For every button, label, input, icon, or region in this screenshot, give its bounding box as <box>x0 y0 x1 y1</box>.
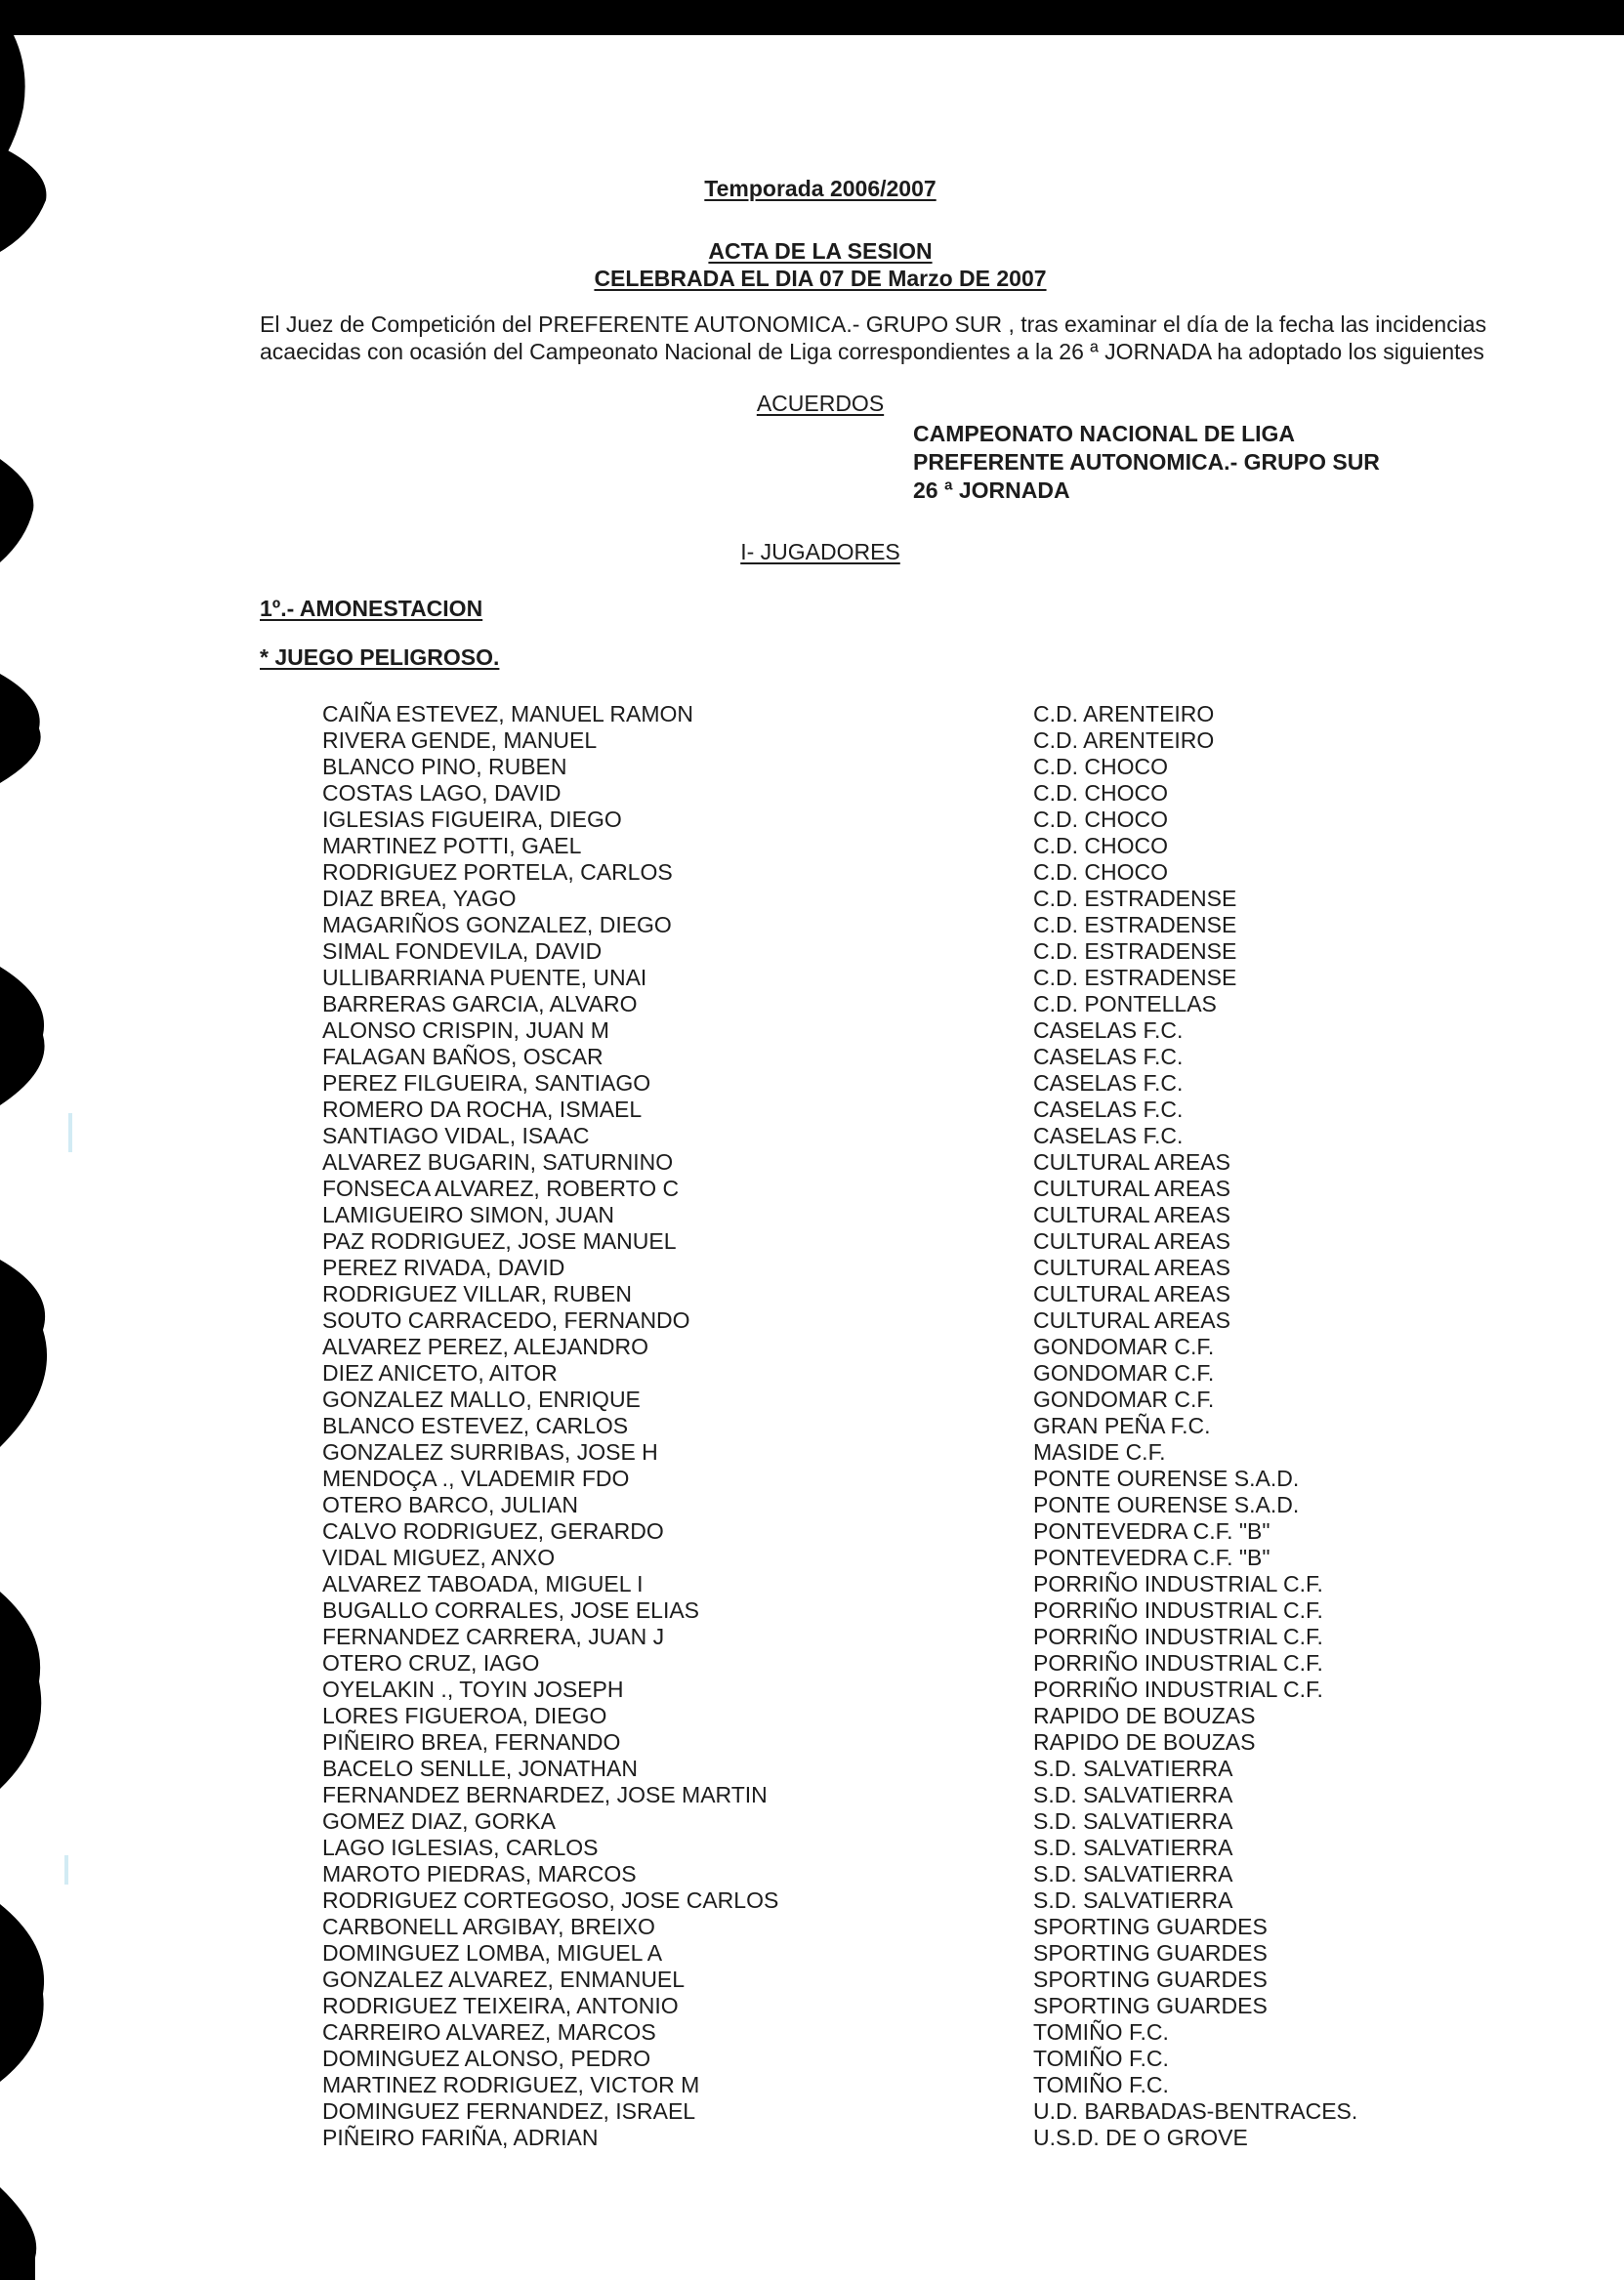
player-name: MENDOÇA ., VLADEMIR FDO <box>322 1466 630 1491</box>
player-club: TOMIÑO F.C. <box>1033 2019 1169 2045</box>
player-club: U.D. BARBADAS-BENTRACES. <box>1033 2098 1358 2124</box>
player-row <box>322 1439 1504 1466</box>
player-club: S.D. SALVATIERRA <box>1033 1887 1233 1913</box>
player-row <box>322 754 1504 780</box>
player-club: CASELAS F.C. <box>1033 1044 1184 1069</box>
player-row <box>322 912 1504 938</box>
player-club: C.D. CHOCO <box>1033 807 1168 832</box>
player-name: FERNANDEZ CARRERA, JUAN J <box>322 1624 665 1649</box>
player-club: C.D. ARENTEIRO <box>1033 727 1215 753</box>
player-name: COSTAS LAGO, DAVID <box>322 780 562 806</box>
player-club: C.D. PONTELLAS <box>1033 991 1217 1016</box>
player-club: PORRIÑO INDUSTRIAL C.F. <box>1033 1677 1323 1702</box>
player-club: C.D. CHOCO <box>1033 780 1168 806</box>
player-name: MAROTO PIEDRAS, MARCOS <box>322 1861 637 1886</box>
player-row <box>322 1281 1504 1307</box>
player-club: PONTEVEDRA C.F. "B" <box>1033 1518 1270 1544</box>
player-name: ROMERO DA ROCHA, ISMAEL <box>322 1097 643 1122</box>
player-row <box>322 807 1504 833</box>
player-row <box>322 1967 1504 1993</box>
player-row <box>322 1492 1504 1518</box>
player-name: RODRIGUEZ VILLAR, RUBEN <box>322 1281 632 1306</box>
player-name: MAGARIÑOS GONZALEZ, DIEGO <box>322 912 672 937</box>
player-row <box>322 780 1504 807</box>
player-name: SIMAL FONDEVILA, DAVID <box>322 938 603 964</box>
scan-artifacts-left <box>0 0 88 2280</box>
player-row <box>322 1677 1504 1703</box>
player-row <box>322 1413 1504 1439</box>
competition-block <box>913 420 1380 505</box>
player-club: C.D. ESTRADENSE <box>1033 938 1237 964</box>
player-name: BARRERAS GARCIA, ALVARO <box>322 991 638 1016</box>
player-name: RODRIGUEZ TEIXEIRA, ANTONIO <box>322 1993 679 2018</box>
player-name: PIÑEIRO BREA, FERNANDO <box>322 1729 621 1755</box>
player-row <box>322 2125 1504 2151</box>
player-club: CASELAS F.C. <box>1033 1017 1184 1043</box>
player-name: MARTINEZ RODRIGUEZ, VICTOR M <box>322 2072 700 2097</box>
player-club: S.D. SALVATIERRA <box>1033 1835 1233 1860</box>
player-club: CULTURAL AREAS <box>1033 1307 1230 1333</box>
player-name: BUGALLO CORRALES, JOSE ELIAS <box>322 1597 700 1623</box>
player-club: MASIDE C.F. <box>1033 1439 1166 1465</box>
player-name: DOMINGUEZ LOMBA, MIGUEL A <box>322 1940 663 1966</box>
player-row <box>322 1940 1504 1967</box>
player-row <box>322 1202 1504 1228</box>
player-name: BLANCO ESTEVEZ, CARLOS <box>322 1413 629 1438</box>
player-row <box>322 1729 1504 1756</box>
player-club: C.D. CHOCO <box>1033 754 1168 779</box>
player-row <box>322 1518 1504 1545</box>
player-name: OTERO CRUZ, IAGO <box>322 1650 540 1676</box>
player-name: LORES FIGUEROA, DIEGO <box>322 1703 607 1728</box>
section-jugadores: I- JUGADORES <box>740 539 900 564</box>
player-name: RIVERA GENDE, MANUEL <box>322 727 598 753</box>
player-name: LAGO IGLESIAS, CARLOS <box>322 1835 599 1860</box>
competition-line-2: PREFERENTE AUTONOMICA.- GRUPO SUR <box>913 449 1380 475</box>
player-name: MARTINEZ POTTI, GAEL <box>322 833 582 858</box>
player-name: RODRIGUEZ CORTEGOSO, JOSE CARLOS <box>322 1887 779 1913</box>
player-name: FALAGAN BAÑOS, OSCAR <box>322 1044 604 1069</box>
player-club: S.D. SALVATIERRA <box>1033 1756 1233 1781</box>
player-club: PONTEVEDRA C.F. "B" <box>1033 1545 1270 1570</box>
player-name: GONZALEZ SURRIBAS, JOSE H <box>322 1439 658 1465</box>
competition-line-1: CAMPEONATO NACIONAL DE LIGA <box>913 421 1296 446</box>
subsection-amonestacion: 1º.- AMONESTACION <box>260 596 483 621</box>
player-club: PORRIÑO INDUSTRIAL C.F. <box>1033 1650 1323 1676</box>
player-name: GONZALEZ MALLO, ENRIQUE <box>322 1387 641 1412</box>
player-club: SPORTING GUARDES <box>1033 1993 1268 2018</box>
player-name: ALVAREZ BUGARIN, SATURNINO <box>322 1149 674 1175</box>
player-row <box>322 833 1504 859</box>
player-name: OTERO BARCO, JULIAN <box>322 1492 578 1517</box>
player-row <box>322 991 1504 1017</box>
player-name: SANTIAGO VIDAL, ISAAC <box>322 1123 590 1148</box>
player-name: GOMEZ DIAZ, GORKA <box>322 1808 556 1834</box>
player-row <box>322 1097 1504 1123</box>
player-club: CULTURAL AREAS <box>1033 1202 1230 1227</box>
player-row <box>322 1545 1504 1571</box>
scan-edge-top <box>0 0 1624 35</box>
player-club: PONTE OURENSE S.A.D. <box>1033 1492 1300 1517</box>
player-row <box>322 1703 1504 1729</box>
player-name: PEREZ FILGUEIRA, SANTIAGO <box>322 1070 651 1096</box>
player-club: RAPIDO DE BOUZAS <box>1033 1703 1256 1728</box>
player-club: S.D. SALVATIERRA <box>1033 1782 1233 1807</box>
player-club: PONTE OURENSE S.A.D. <box>1033 1466 1300 1491</box>
player-row <box>322 1861 1504 1887</box>
player-row <box>322 701 1504 727</box>
player-row <box>322 1914 1504 1940</box>
player-name: ALVAREZ PEREZ, ALEJANDRO <box>322 1334 649 1359</box>
player-club: SPORTING GUARDES <box>1033 1940 1268 1966</box>
player-row <box>322 2072 1504 2098</box>
player-row <box>322 1782 1504 1808</box>
player-name: PEREZ RIVADA, DAVID <box>322 1255 565 1280</box>
player-name: ALVAREZ TABOADA, MIGUEL I <box>322 1571 644 1596</box>
player-row <box>322 1176 1504 1202</box>
player-club: PORRIÑO INDUSTRIAL C.F. <box>1033 1624 1323 1649</box>
player-row <box>322 2098 1504 2125</box>
player-club: RAPIDO DE BOUZAS <box>1033 1729 1256 1755</box>
doc-subtitle: CELEBRADA EL DIA 07 DE Marzo DE 2007 <box>594 266 1047 291</box>
player-row <box>322 2046 1504 2072</box>
player-row <box>322 1360 1504 1387</box>
season-title: Temporada 2006/2007 <box>704 176 937 201</box>
player-club: CULTURAL AREAS <box>1033 1281 1230 1306</box>
player-club: S.D. SALVATIERRA <box>1033 1808 1233 1834</box>
player-name: CARBONELL ARGIBAY, BREIXO <box>322 1914 655 1939</box>
player-club: SPORTING GUARDES <box>1033 1914 1268 1939</box>
player-club: C.D. ESTRADENSE <box>1033 965 1237 990</box>
player-name: LAMIGUEIRO SIMON, JUAN <box>322 1202 615 1227</box>
player-club: CULTURAL AREAS <box>1033 1228 1230 1254</box>
player-name: DIEZ ANICETO, AITOR <box>322 1360 558 1386</box>
player-club: C.D. CHOCO <box>1033 833 1168 858</box>
doc-title: ACTA DE LA SESION <box>708 238 933 264</box>
player-name: CARREIRO ALVAREZ, MARCOS <box>322 2019 656 2045</box>
player-name: ALONSO CRISPIN, JUAN M <box>322 1017 609 1043</box>
player-row <box>322 1808 1504 1835</box>
acuerdos-heading: ACUERDOS <box>756 391 885 416</box>
player-name: DIAZ BREA, YAGO <box>322 886 517 911</box>
player-row <box>322 1334 1504 1360</box>
player-row <box>322 859 1504 886</box>
player-row <box>322 1756 1504 1782</box>
player-row <box>322 1887 1504 1914</box>
player-club: CULTURAL AREAS <box>1033 1255 1230 1280</box>
player-club: CASELAS F.C. <box>1033 1123 1184 1148</box>
player-club: U.S.D. DE O GROVE <box>1033 2125 1248 2150</box>
player-club: TOMIÑO F.C. <box>1033 2072 1169 2097</box>
player-name: BLANCO PINO, RUBEN <box>322 754 567 779</box>
player-row <box>322 1070 1504 1097</box>
player-row <box>322 1993 1504 2019</box>
player-row <box>322 1571 1504 1597</box>
player-row <box>322 1650 1504 1677</box>
player-row <box>322 1466 1504 1492</box>
player-name: GONZALEZ ALVAREZ, ENMANUEL <box>322 1967 686 1992</box>
intro-paragraph: El Juez de Competición del PREFERENTE AUTONOMICA.- GRUPO SUR , tras examinar el día de la fecha las incidencias acaecidas con ocasión del Campeonato Nacional de Liga correspondientes a la 26 ª JORNADA ha adoptado los siguientes <box>260 311 1487 364</box>
player-club: CULTURAL AREAS <box>1033 1176 1230 1201</box>
player-club: GONDOMAR C.F. <box>1033 1387 1215 1412</box>
player-name: DOMINGUEZ FERNANDEZ, ISRAEL <box>322 2098 696 2124</box>
player-row <box>322 1044 1504 1070</box>
player-name: VIDAL MIGUEZ, ANXO <box>322 1545 556 1570</box>
player-club: GONDOMAR C.F. <box>1033 1334 1215 1359</box>
competition-line-3: 26 ª JORNADA <box>913 477 1070 503</box>
subsection-juego-peligroso: * JUEGO PELIGROSO. <box>260 644 500 670</box>
player-row <box>322 1307 1504 1334</box>
player-club: CULTURAL AREAS <box>1033 1149 1230 1175</box>
player-row <box>322 2019 1504 2046</box>
player-row <box>322 1228 1504 1255</box>
player-list <box>322 701 1504 2151</box>
player-row <box>322 1149 1504 1176</box>
player-row <box>322 965 1504 991</box>
player-name: IGLESIAS FIGUEIRA, DIEGO <box>322 807 622 832</box>
player-club: CASELAS F.C. <box>1033 1097 1184 1122</box>
player-name: FONSECA ALVAREZ, ROBERTO C <box>322 1176 680 1201</box>
player-row <box>322 1123 1504 1149</box>
player-row <box>322 886 1504 912</box>
player-name: FERNANDEZ BERNARDEZ, JOSE MARTIN <box>322 1782 768 1807</box>
player-club: TOMIÑO F.C. <box>1033 2046 1169 2071</box>
player-row <box>322 938 1504 965</box>
player-club: C.D. ESTRADENSE <box>1033 886 1237 911</box>
player-row <box>322 1835 1504 1861</box>
player-club: C.D. CHOCO <box>1033 859 1168 885</box>
player-row <box>322 1624 1504 1650</box>
player-row <box>322 1255 1504 1281</box>
player-club: GRAN PEÑA F.C. <box>1033 1413 1211 1438</box>
player-name: CALVO RODRIGUEZ, GERARDO <box>322 1518 664 1544</box>
player-row <box>322 1387 1504 1413</box>
player-club: PORRIÑO INDUSTRIAL C.F. <box>1033 1571 1323 1596</box>
player-name: CAIÑA ESTEVEZ, MANUEL RAMON <box>322 701 693 726</box>
player-name: BACELO SENLLE, JONATHAN <box>322 1756 638 1781</box>
player-club: PORRIÑO INDUSTRIAL C.F. <box>1033 1597 1323 1623</box>
player-row <box>322 727 1504 754</box>
player-name: PAZ RODRIGUEZ, JOSE MANUEL <box>322 1228 677 1254</box>
player-name: ULLIBARRIANA PUENTE, UNAI <box>322 965 647 990</box>
player-name: OYELAKIN ., TOYIN JOSEPH <box>322 1677 624 1702</box>
player-club: CASELAS F.C. <box>1033 1070 1184 1096</box>
player-name: RODRIGUEZ PORTELA, CARLOS <box>322 859 673 885</box>
player-row <box>322 1597 1504 1624</box>
player-club: GONDOMAR C.F. <box>1033 1360 1215 1386</box>
player-row <box>322 1017 1504 1044</box>
player-name: SOUTO CARRACEDO, FERNANDO <box>322 1307 690 1333</box>
player-club: SPORTING GUARDES <box>1033 1967 1268 1992</box>
player-club: C.D. ESTRADENSE <box>1033 912 1237 937</box>
player-club: S.D. SALVATIERRA <box>1033 1861 1233 1886</box>
player-name: DOMINGUEZ ALONSO, PEDRO <box>322 2046 651 2071</box>
player-name: PIÑEIRO FARIÑA, ADRIAN <box>322 2125 599 2150</box>
player-club: C.D. ARENTEIRO <box>1033 701 1215 726</box>
